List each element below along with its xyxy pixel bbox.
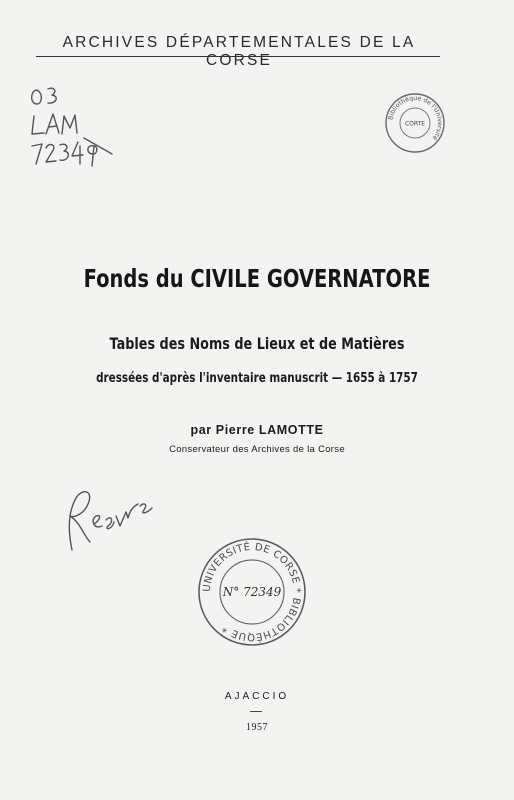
author-role: Conservateur des Archives de la Corse: [169, 444, 345, 455]
imprint-dash: [250, 711, 262, 712]
imprint-year: 1957: [246, 722, 268, 733]
document-subtitle: Tables des Noms de Lieux et de Matières: [109, 334, 405, 353]
university-stamp: [196, 536, 308, 648]
handwritten-note: [54, 476, 154, 560]
document-title: Fonds du CIVILE GOVERNATORE: [83, 264, 431, 293]
document-scope: dressées d'après l'inventaire manuscrit — 1655 à 1757: [96, 371, 418, 386]
svg-text:N° 72349: N° 72349: [222, 585, 282, 599]
svg-text:Bibliothèque de l'Université: Bibliothèque de l'Université: [387, 94, 444, 142]
archives-header: ARCHIVES DÉPARTEMENTALES DE LA CORSE: [62, 34, 416, 69]
svg-text:UNIVERSITÉ DE CORSE * BIBLIOTH: UNIVERSITÉ DE CORSE * BIBLIOTHÈQUE *: [201, 541, 303, 643]
library-stamp-top: [384, 92, 446, 154]
author-line: par Pierre LAMOTTE: [190, 423, 324, 437]
header-rule: [36, 56, 440, 57]
imprint-city: AJACCIO: [224, 691, 290, 702]
handwritten-shelf-mark: [28, 82, 118, 186]
svg-text:CORTE: CORTE: [404, 120, 426, 128]
